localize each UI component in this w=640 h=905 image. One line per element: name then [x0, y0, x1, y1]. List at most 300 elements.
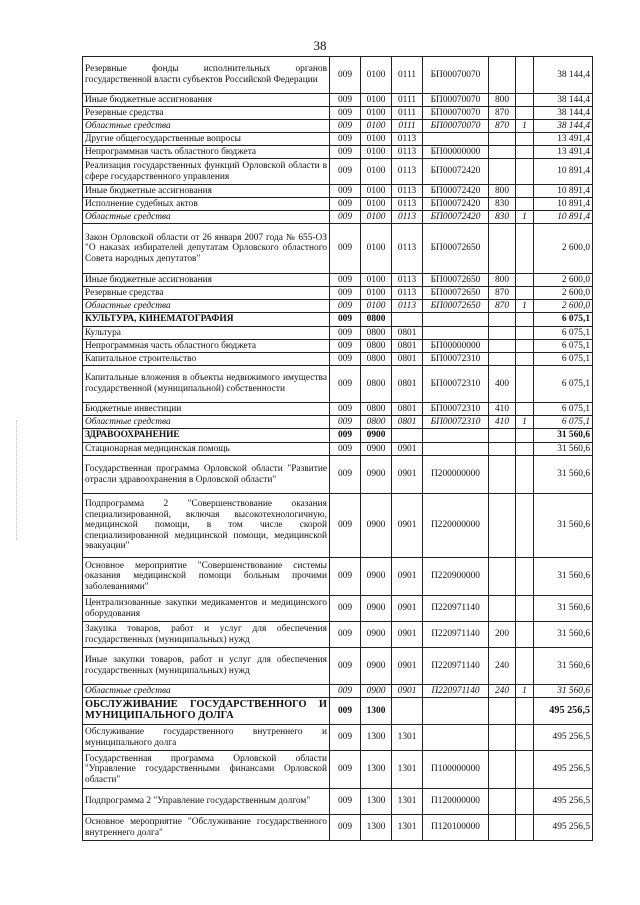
row-name: Непрограммная часть областного бюджета [83, 340, 330, 353]
amount: 31 560,6 [534, 429, 593, 443]
row-name: Непрограммная часть областного бюджета [83, 146, 330, 159]
table-row [83, 403, 593, 416]
amount: 31 560,6 [534, 622, 593, 648]
row-name: Централизованные закупки медикаментов и медицинского оборудования [83, 596, 330, 622]
budget-table [82, 56, 593, 841]
expense-type-code: 870 [489, 287, 516, 300]
department-code: 009 [330, 558, 361, 596]
subsection-code: 0113 [392, 133, 423, 146]
section-code: 0100 [361, 146, 392, 159]
row-name: Иные бюджетные ассигнования [83, 274, 330, 287]
expense-type-code [489, 725, 516, 751]
row-name: Областные средства [83, 211, 330, 224]
amount: 10 891,4 [534, 185, 593, 198]
department-code: 009 [330, 443, 361, 456]
page-number: 38 [313, 38, 327, 53]
target-article-code [423, 327, 489, 340]
subsection-code: 0113 [392, 287, 423, 300]
section-code: 0100 [361, 57, 392, 94]
amount: 31 560,6 [534, 456, 593, 494]
table-row [83, 815, 593, 841]
department-code: 009 [330, 698, 361, 725]
subsection-code: 0111 [392, 120, 423, 133]
table-row [83, 456, 593, 494]
target-article-code: П120000000 [423, 789, 489, 815]
expense-type-code: 200 [489, 622, 516, 648]
subsection-code: 1301 [392, 815, 423, 841]
department-code: 009 [330, 685, 361, 698]
target-article-code: П100000000 [423, 751, 489, 789]
target-article-code: П220900000 [423, 558, 489, 596]
expense-type-code [489, 133, 516, 146]
row-name: Областные средства [83, 685, 330, 698]
subsection-code: 1301 [392, 751, 423, 789]
table-row [83, 185, 593, 198]
target-article-code: БП00072420 [423, 211, 489, 224]
section-code: 0100 [361, 211, 392, 224]
funding-source-code [516, 133, 534, 146]
table-row [83, 648, 593, 685]
amount: 10 891,4 [534, 198, 593, 211]
amount: 495 256,5 [534, 751, 593, 789]
subsection-code: 0901 [392, 596, 423, 622]
funding-source-code [516, 327, 534, 340]
expense-type-code: 830 [489, 211, 516, 224]
row-name: Резервные средства [83, 107, 330, 120]
section-code: 0100 [361, 224, 392, 274]
section-code: 0900 [361, 443, 392, 456]
table-row [83, 429, 593, 443]
row-name: Стационарная медицинская помощь [83, 443, 330, 456]
row-name: Иные закупки товаров, работ и услуг для обеспечения государственных (муниципальных) нужд [83, 648, 330, 685]
amount: 495 256,5 [534, 725, 593, 751]
department-code: 009 [330, 313, 361, 327]
funding-source-code [516, 94, 534, 107]
expense-type-code [489, 327, 516, 340]
amount: 6 075,1 [534, 327, 593, 340]
funding-source-code [516, 198, 534, 211]
funding-source-code [516, 558, 534, 596]
row-name: Реализация государственных функций Орловской области в сфере государственного управления [83, 159, 330, 185]
amount: 38 144,4 [534, 57, 593, 94]
row-name: Капитальное строительство [83, 353, 330, 366]
section-code: 0100 [361, 300, 392, 313]
subsection-code: 1301 [392, 789, 423, 815]
amount: 10 891,4 [534, 211, 593, 224]
section-code: 0900 [361, 622, 392, 648]
target-article-code: П200000000 [423, 456, 489, 494]
target-article-code: П220971140 [423, 648, 489, 685]
target-article-code: БП00070070 [423, 94, 489, 107]
department-code: 009 [330, 403, 361, 416]
table-row [83, 107, 593, 120]
table-body [83, 57, 593, 841]
expense-type-code [489, 443, 516, 456]
table-row [83, 725, 593, 751]
funding-source-code: 1 [516, 211, 534, 224]
department-code: 009 [330, 751, 361, 789]
funding-source-code [516, 185, 534, 198]
subsection-code: 0801 [392, 340, 423, 353]
amount: 31 560,6 [534, 685, 593, 698]
funding-source-code [516, 274, 534, 287]
expense-type-code [489, 429, 516, 443]
table-row [83, 159, 593, 185]
row-name: КУЛЬТУРА, КИНЕМАТОГРАФИЯ [83, 313, 330, 327]
expense-type-code: 800 [489, 274, 516, 287]
expense-type-code [489, 146, 516, 159]
subsection-code: 0801 [392, 366, 423, 403]
table-row [83, 313, 593, 327]
expense-type-code: 870 [489, 107, 516, 120]
section-code: 1300 [361, 751, 392, 789]
department-code: 009 [330, 211, 361, 224]
amount: 6 075,1 [534, 313, 593, 327]
expense-type-code [489, 159, 516, 185]
target-article-code: БП00070070 [423, 120, 489, 133]
amount: 38 144,4 [534, 94, 593, 107]
row-name: Областные средства [83, 120, 330, 133]
expense-type-code: 800 [489, 185, 516, 198]
department-code: 009 [330, 274, 361, 287]
section-code: 0800 [361, 403, 392, 416]
target-article-code: БП00070070 [423, 57, 489, 94]
table-row [83, 353, 593, 366]
row-name: ЗДРАВООХРАНЕНИЕ [83, 429, 330, 443]
section-code: 0100 [361, 274, 392, 287]
amount: 31 560,6 [534, 648, 593, 685]
table-row [83, 211, 593, 224]
amount: 2 600,0 [534, 274, 593, 287]
department-code: 009 [330, 648, 361, 685]
target-article-code: П220971140 [423, 622, 489, 648]
target-article-code: БП00072310 [423, 353, 489, 366]
expense-type-code [489, 57, 516, 94]
table-row [83, 366, 593, 403]
table-row [83, 224, 593, 274]
target-article-code: П220971140 [423, 685, 489, 698]
subsection-code: 0111 [392, 57, 423, 94]
table-row [83, 300, 593, 313]
expense-type-code [489, 558, 516, 596]
subsection-code: 0113 [392, 185, 423, 198]
funding-source-code: 1 [516, 120, 534, 133]
section-code: 1300 [361, 725, 392, 751]
funding-source-code [516, 622, 534, 648]
target-article-code: БП00000000 [423, 146, 489, 159]
subsection-code: 0113 [392, 146, 423, 159]
target-article-code: П220000000 [423, 494, 489, 558]
amount: 31 560,6 [534, 443, 593, 456]
target-article-code: П220971140 [423, 596, 489, 622]
row-name: Резервные фонды исполнительных органов государственной власти субъектов Российской Федерации [83, 57, 330, 94]
expense-type-code [489, 353, 516, 366]
table-row [83, 57, 593, 94]
department-code: 009 [330, 340, 361, 353]
amount: 2 600,0 [534, 287, 593, 300]
section-code: 0100 [361, 185, 392, 198]
section-code: 0100 [361, 94, 392, 107]
amount: 6 075,1 [534, 340, 593, 353]
margin-mark [16, 420, 18, 540]
subsection-code: 0111 [392, 107, 423, 120]
target-article-code: БП00072310 [423, 416, 489, 429]
subsection-code: 0113 [392, 224, 423, 274]
row-name: Культура [83, 327, 330, 340]
amount: 6 075,1 [534, 366, 593, 403]
target-article-code: БП00072650 [423, 224, 489, 274]
row-name: Исполнение судебных актов [83, 198, 330, 211]
funding-source-code [516, 224, 534, 274]
row-name: Областные средства [83, 300, 330, 313]
row-name: Капитальные вложения в объекты недвижимого имущества государственной (муниципальной) собственности [83, 366, 330, 403]
funding-source-code [516, 366, 534, 403]
row-name: Государственная программа Орловской области "Управление государственными финансами Орловской области" [83, 751, 330, 789]
target-article-code: БП00072650 [423, 287, 489, 300]
amount: 31 560,6 [534, 596, 593, 622]
department-code: 009 [330, 133, 361, 146]
table-row [83, 443, 593, 456]
expense-type-code: 240 [489, 685, 516, 698]
department-code: 009 [330, 725, 361, 751]
department-code: 009 [330, 456, 361, 494]
target-article-code [423, 698, 489, 725]
funding-source-code: 1 [516, 685, 534, 698]
funding-source-code [516, 648, 534, 685]
department-code: 009 [330, 815, 361, 841]
funding-source-code [516, 429, 534, 443]
section-code: 0800 [361, 340, 392, 353]
amount: 495 256,5 [534, 698, 593, 725]
table-row [83, 685, 593, 698]
amount: 6 075,1 [534, 403, 593, 416]
section-code: 0100 [361, 120, 392, 133]
table-row [83, 698, 593, 725]
expense-type-code [489, 456, 516, 494]
department-code: 009 [330, 224, 361, 274]
section-code: 0100 [361, 159, 392, 185]
expense-type-code [489, 815, 516, 841]
subsection-code: 0113 [392, 274, 423, 287]
department-code: 009 [330, 596, 361, 622]
subsection-code: 0901 [392, 456, 423, 494]
target-article-code [423, 429, 489, 443]
section-code: 0900 [361, 558, 392, 596]
funding-source-code [516, 403, 534, 416]
amount: 2 600,0 [534, 300, 593, 313]
table-row [83, 146, 593, 159]
table-row [83, 622, 593, 648]
target-article-code: БП00070070 [423, 107, 489, 120]
department-code: 009 [330, 107, 361, 120]
funding-source-code [516, 456, 534, 494]
target-article-code [423, 313, 489, 327]
section-code: 0100 [361, 198, 392, 211]
table-row [83, 751, 593, 789]
amount: 38 144,4 [534, 107, 593, 120]
amount: 31 560,6 [534, 494, 593, 558]
row-name: Иные бюджетные ассигнования [83, 185, 330, 198]
expense-type-code: 800 [489, 94, 516, 107]
expense-type-code [489, 789, 516, 815]
department-code: 009 [330, 159, 361, 185]
section-code: 1300 [361, 815, 392, 841]
expense-type-code [489, 596, 516, 622]
row-name: Закон Орловской области от 26 января 2007 года № 655-ОЗ "О наказах избирателей депутатам Орловского областного Совета народных депутатов" [83, 224, 330, 274]
subsection-code: 0901 [392, 558, 423, 596]
section-code: 0900 [361, 648, 392, 685]
funding-source-code [516, 146, 534, 159]
department-code: 009 [330, 94, 361, 107]
funding-source-code [516, 340, 534, 353]
funding-source-code [516, 287, 534, 300]
funding-source-code [516, 596, 534, 622]
table-row [83, 287, 593, 300]
department-code: 009 [330, 120, 361, 133]
subsection-code: 0801 [392, 327, 423, 340]
subsection-code: 1301 [392, 725, 423, 751]
target-article-code: БП00072420 [423, 198, 489, 211]
subsection-code: 0901 [392, 622, 423, 648]
department-code: 009 [330, 622, 361, 648]
amount: 495 256,5 [534, 815, 593, 841]
department-code: 009 [330, 185, 361, 198]
expense-type-code: 410 [489, 403, 516, 416]
section-code: 0900 [361, 456, 392, 494]
section-code: 0800 [361, 416, 392, 429]
target-article-code: БП00000000 [423, 340, 489, 353]
target-article-code: БП00072420 [423, 185, 489, 198]
expense-type-code: 870 [489, 120, 516, 133]
table-row [83, 198, 593, 211]
subsection-code: 0901 [392, 494, 423, 558]
amount: 6 075,1 [534, 416, 593, 429]
target-article-code: БП00072310 [423, 366, 489, 403]
subsection-code: 0113 [392, 198, 423, 211]
row-name: Бюджетные инвестиции [83, 403, 330, 416]
table-row [83, 789, 593, 815]
row-name: Областные средства [83, 416, 330, 429]
section-code: 0900 [361, 596, 392, 622]
section-code: 1300 [361, 789, 392, 815]
funding-source-code [516, 494, 534, 558]
table-row [83, 596, 593, 622]
funding-source-code [516, 57, 534, 94]
department-code: 009 [330, 494, 361, 558]
department-code: 009 [330, 416, 361, 429]
table-row [83, 558, 593, 596]
table-row [83, 327, 593, 340]
department-code: 009 [330, 287, 361, 300]
expense-type-code: 410 [489, 416, 516, 429]
row-name: Закупка товаров, работ и услуг для обеспечения государственных (муниципальных) нужд [83, 622, 330, 648]
department-code: 009 [330, 366, 361, 403]
department-code: 009 [330, 300, 361, 313]
target-article-code: БП00072420 [423, 159, 489, 185]
funding-source-code [516, 751, 534, 789]
funding-source-code [516, 313, 534, 327]
subsection-code: 0801 [392, 416, 423, 429]
section-code: 0900 [361, 685, 392, 698]
row-name: Подпрограмма 2 "Управление государственным долгом" [83, 789, 330, 815]
expense-type-code [489, 340, 516, 353]
department-code: 009 [330, 327, 361, 340]
amount: 6 075,1 [534, 353, 593, 366]
funding-source-code: 1 [516, 300, 534, 313]
subsection-code [392, 313, 423, 327]
section-code: 0800 [361, 353, 392, 366]
expense-type-code [489, 751, 516, 789]
section-code: 0900 [361, 494, 392, 558]
subsection-code [392, 698, 423, 725]
expense-type-code: 870 [489, 300, 516, 313]
funding-source-code [516, 353, 534, 366]
funding-source-code [516, 815, 534, 841]
target-article-code [423, 725, 489, 751]
expense-type-code [489, 224, 516, 274]
row-name: Иные бюджетные ассигнования [83, 94, 330, 107]
department-code: 009 [330, 353, 361, 366]
table-row [83, 133, 593, 146]
expense-type-code [489, 313, 516, 327]
table-row [83, 494, 593, 558]
table-row [83, 94, 593, 107]
department-code: 009 [330, 429, 361, 443]
amount: 38 144,4 [534, 120, 593, 133]
section-code: 0100 [361, 107, 392, 120]
subsection-code: 0111 [392, 94, 423, 107]
subsection-code: 0801 [392, 403, 423, 416]
expense-type-code: 400 [489, 366, 516, 403]
subsection-code [392, 429, 423, 443]
section-code: 1300 [361, 698, 392, 725]
amount: 13 491,4 [534, 133, 593, 146]
expense-type-code: 830 [489, 198, 516, 211]
funding-source-code [516, 725, 534, 751]
section-code: 0900 [361, 429, 392, 443]
funding-source-code [516, 789, 534, 815]
table-row [83, 416, 593, 429]
amount: 13 491,4 [534, 146, 593, 159]
row-name: Основное мероприятие "Совершенствование системы оказания медицинской помощи больным прочими заболеваниями" [83, 558, 330, 596]
department-code: 009 [330, 789, 361, 815]
amount: 2 600,0 [534, 224, 593, 274]
expense-type-code [489, 698, 516, 725]
department-code: 009 [330, 198, 361, 211]
subsection-code: 0901 [392, 685, 423, 698]
section-code: 0800 [361, 327, 392, 340]
subsection-code: 0113 [392, 159, 423, 185]
table-row [83, 274, 593, 287]
subsection-code: 0801 [392, 353, 423, 366]
target-article-code: П120100000 [423, 815, 489, 841]
row-name: Государственная программа Орловской области "Развитие отрасли здравоохранения в Орловской области" [83, 456, 330, 494]
row-name: Резервные средства [83, 287, 330, 300]
row-name: Подпрограмма 2 "Совершенствование оказания специализированной, включая высокотехнологичную, медицинской помощи, в том числе скорой специализированной медицинской помощи, медицинской эвакуации" [83, 494, 330, 558]
section-code: 0800 [361, 313, 392, 327]
target-article-code: БП00072310 [423, 403, 489, 416]
target-article-code [423, 443, 489, 456]
table-row [83, 340, 593, 353]
row-name: Обслуживание государственного внутреннего и муниципального долга [83, 725, 330, 751]
expense-type-code: 240 [489, 648, 516, 685]
funding-source-code [516, 443, 534, 456]
subsection-code: 0113 [392, 300, 423, 313]
row-name: Другие общегосударственные вопросы [83, 133, 330, 146]
amount: 31 560,6 [534, 558, 593, 596]
section-code: 0100 [361, 287, 392, 300]
amount: 495 256,5 [534, 789, 593, 815]
